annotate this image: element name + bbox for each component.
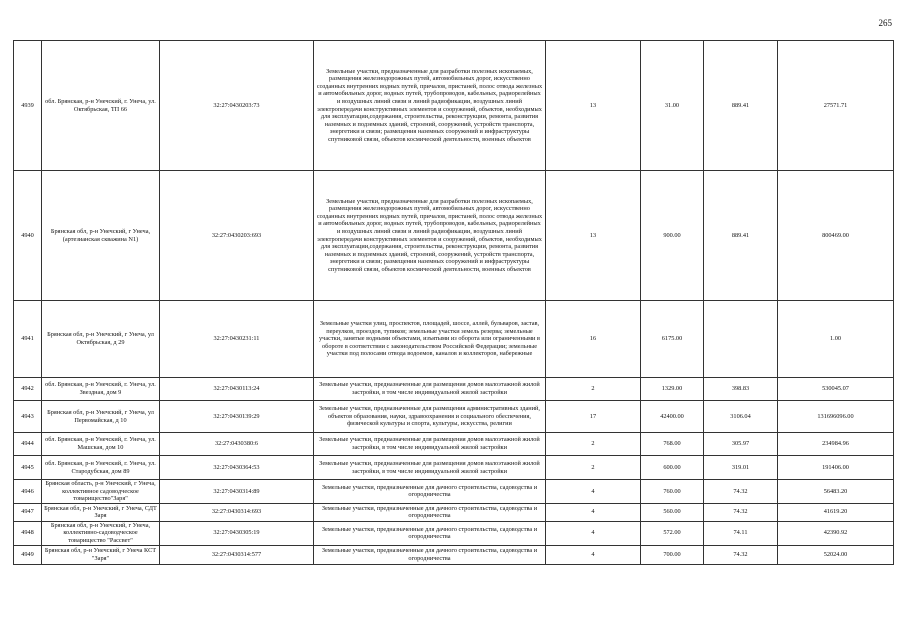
table-row bbox=[14, 301, 894, 378]
cadastral-number-cell: 32:27:0430314:693 bbox=[160, 503, 314, 521]
record-number: 4939 bbox=[14, 41, 42, 171]
cadastral-number-cell: 32:27:0430203:73 bbox=[160, 41, 314, 171]
land-use-cell: Земельные участки, предназначенные для размещения домов малоэтажной жилой застройки, в том числе индивидуальной жилой застройки bbox=[314, 456, 546, 480]
cadastral-number-cell: 32:27:0430314:89 bbox=[160, 480, 314, 504]
land-use-cell: Земельные участки, предназначенные для дачного строительства, садоводства и огородничества bbox=[314, 545, 546, 564]
record-number: 4943 bbox=[14, 401, 42, 433]
record-number: 4941 bbox=[14, 301, 42, 378]
table-row bbox=[14, 378, 894, 401]
rate-cell: 74.11 bbox=[704, 521, 778, 545]
record-number: 4945 bbox=[14, 456, 42, 480]
table-row bbox=[14, 401, 894, 433]
area-cell: 42400.00 bbox=[641, 401, 704, 433]
area-cell: 768.00 bbox=[641, 433, 704, 456]
area-cell: 600.00 bbox=[641, 456, 704, 480]
address-cell: обл. Брянская, р-н Унечский, г. Унеча, ул. Октябрьская, ТП 66 bbox=[42, 41, 160, 171]
registry-body bbox=[14, 41, 894, 565]
land-use-cell: Земельные участки, предназначенные для размещения домов малоэтажной жилой застройки, в том числе индивидуальной жилой застройки bbox=[314, 433, 546, 456]
category-code-cell: 13 bbox=[546, 41, 641, 171]
cadastral-value-cell: 42390.92 bbox=[778, 521, 894, 545]
record-number: 4949 bbox=[14, 545, 42, 564]
land-use-cell: Земельные участки, предназначенные для дачного строительства, садоводства и огородничества bbox=[314, 503, 546, 521]
rate-cell: 305.97 bbox=[704, 433, 778, 456]
address-cell: Брянская область, р-н Унечский, г Унеча, коллективное садоводческое товарищество"Заря" bbox=[42, 480, 160, 504]
area-cell: 31.00 bbox=[641, 41, 704, 171]
cadastral-value-cell: 41619.20 bbox=[778, 503, 894, 521]
record-number: 4940 bbox=[14, 171, 42, 301]
cadastral-value-cell: 191406.00 bbox=[778, 456, 894, 480]
land-use-cell: Земельные участки, предназначенные для размещения административных зданий, объектов образования, науки, здравоохранения и социального обеспечения, физической культуры и спорта, культуры, искусства, религии bbox=[314, 401, 546, 433]
address-cell: Брянская обл, р-н Унечский, г Унеча, коллективно-садоводческое товарищество "Рассвет" bbox=[42, 521, 160, 545]
cadastral-value-cell: 234984.96 bbox=[778, 433, 894, 456]
table-row bbox=[14, 171, 894, 301]
land-use-cell: Земельные участки, предназначенные для разработки полезных ископаемых, размещения железнодорожных путей, автомобильных дорог, искусственно созданных внутренних водных путей, причалов, пристаней, полос отвода железных и автомобильных дорог, водных путей, трубопроводов, кабельных, радиорелейных и воздушных линий связи и линий радиофикации, воздушных линий электропередачи конструктивных элементов и сооружений, объектов, необходимых для эксплуатации,содержания, строительства, реконструкции, ремонта, развития наземных и подземных зданий, строений, сооружений, устройств транспорта, энергетики и связи; размещения наземных сооружений и инфраструктуры спутниковой связи, объектов космической деятельности, военных объектов bbox=[314, 171, 546, 301]
rate-cell: 74.32 bbox=[704, 480, 778, 504]
table-row bbox=[14, 521, 894, 545]
cadastral-value-cell: 800469.00 bbox=[778, 171, 894, 301]
land-registry-table bbox=[13, 40, 894, 565]
cadastral-value-cell: 52024.00 bbox=[778, 545, 894, 564]
category-code-cell: 2 bbox=[546, 433, 641, 456]
address-cell: обл. Брянская, р-н Унечский, г. Унеча, ул. Стародубская, дом 89 bbox=[42, 456, 160, 480]
cadastral-value-cell: 1.00 bbox=[778, 301, 894, 378]
land-use-cell: Земельные участки, предназначенные для дачного строительства, садоводства и огородничества bbox=[314, 480, 546, 504]
rate-cell: 74.32 bbox=[704, 545, 778, 564]
address-cell: Брянская обл, р-н Унечский, г Унеча, ул Первомайская, д 10 bbox=[42, 401, 160, 433]
area-cell: 900.00 bbox=[641, 171, 704, 301]
area-cell: 1329.00 bbox=[641, 378, 704, 401]
category-code-cell: 4 bbox=[546, 503, 641, 521]
rate-cell: 398.83 bbox=[704, 378, 778, 401]
address-cell: Брянская обл, р-н Унечский, г Унеча, СДТ Заря bbox=[42, 503, 160, 521]
category-code-cell: 2 bbox=[546, 456, 641, 480]
cadastral-value-cell: 27571.71 bbox=[778, 41, 894, 171]
category-code-cell: 4 bbox=[546, 521, 641, 545]
land-use-cell: Земельные участки, предназначенные для дачного строительства, садоводства и огородничества bbox=[314, 521, 546, 545]
cadastral-number-cell: 32:27:0430113:24 bbox=[160, 378, 314, 401]
area-cell: 760.00 bbox=[641, 480, 704, 504]
record-number: 4942 bbox=[14, 378, 42, 401]
cadastral-number-cell: 32:27:0430203:693 bbox=[160, 171, 314, 301]
cadastral-number-cell: 32:27:0430305:19 bbox=[160, 521, 314, 545]
table-row bbox=[14, 503, 894, 521]
area-cell: 700.00 bbox=[641, 545, 704, 564]
cadastral-value-cell: 530045.07 bbox=[778, 378, 894, 401]
rate-cell: 74.32 bbox=[704, 503, 778, 521]
cadastral-value-cell: 56483.20 bbox=[778, 480, 894, 504]
table-row bbox=[14, 41, 894, 171]
area-cell: 560.00 bbox=[641, 503, 704, 521]
record-number: 4948 bbox=[14, 521, 42, 545]
land-use-cell: Земельные участки, предназначенные для разработки полезных ископаемых, размещения железнодорожных путей, автомобильных дорог, искусственно созданных внутренних водных путей, причалов, пристаней, полос отвода железных и автомобильных дорог, водных путей, трубопроводов, кабельных, радиорелейных и воздушных линий связи и линий радиофикации, воздушных линий электропередачи конструктивных элементов и сооружений, объектов, необходимых для эксплуатации,содержания, строительства, реконструкции, ремонта, развития наземных и подземных зданий, строений, сооружений, устройств транспорта, энергетики и связи; размещения наземных сооружений и инфраструктуры спутниковой связи, объектов космической деятельности, военных объектов bbox=[314, 41, 546, 171]
address-cell: Брянская обл, р-н Унечский, г Унеча, ул Октябрьская, д 29 bbox=[42, 301, 160, 378]
rate-cell: 3106.04 bbox=[704, 401, 778, 433]
record-number: 4946 bbox=[14, 480, 42, 504]
category-code-cell: 4 bbox=[546, 480, 641, 504]
rate-cell: 889.41 bbox=[704, 171, 778, 301]
cadastral-number-cell: 32:27:0430231:11 bbox=[160, 301, 314, 378]
rate-cell: 319.01 bbox=[704, 456, 778, 480]
category-code-cell: 4 bbox=[546, 545, 641, 564]
table-row bbox=[14, 480, 894, 504]
address-cell: обл. Брянская, р-н Унечский, г. Унеча, ул. Машская, дом 10 bbox=[42, 433, 160, 456]
table-row bbox=[14, 456, 894, 480]
cadastral-number-cell: 32:27:0430139:29 bbox=[160, 401, 314, 433]
address-cell: обл. Брянская, р-н Унечский, г. Унеча, ул. Звездная, дом 9 bbox=[42, 378, 160, 401]
cadastral-number-cell: 32:27:0430314:577 bbox=[160, 545, 314, 564]
category-code-cell: 17 bbox=[546, 401, 641, 433]
rate-cell bbox=[704, 301, 778, 378]
table-row bbox=[14, 545, 894, 564]
address-cell: Брянская обл, р-н Унечский, г Унеча, (артезианская скважина N1) bbox=[42, 171, 160, 301]
address-cell: Брянская обл, р-н Унечский, г Унеча КСТ "Заря" bbox=[42, 545, 160, 564]
land-use-cell: Земельные участки улиц, проспектов, площадей, шоссе, аллей, бульваров, застав, переулков, проездов, тупиков; земельные участки земель резерва; земельные участки, занятые водными объектами, изъятыми из оборота или ограниченными в обороте в соответствии с законодательством Российской Федерации; земельные участки под полосами отвода водоемов, каналов и коллекторов, набережные bbox=[314, 301, 546, 378]
rate-cell: 889.41 bbox=[704, 41, 778, 171]
category-code-cell: 13 bbox=[546, 171, 641, 301]
page-number: 265 bbox=[878, 18, 892, 28]
record-number: 4944 bbox=[14, 433, 42, 456]
area-cell: 6175.00 bbox=[641, 301, 704, 378]
category-code-cell: 2 bbox=[546, 378, 641, 401]
area-cell: 572.00 bbox=[641, 521, 704, 545]
cadastral-number-cell: 32:27:0430380:6 bbox=[160, 433, 314, 456]
cadastral-value-cell: 131696096.00 bbox=[778, 401, 894, 433]
cadastral-number-cell: 32:27:0430364:53 bbox=[160, 456, 314, 480]
record-number: 4947 bbox=[14, 503, 42, 521]
table-row bbox=[14, 433, 894, 456]
land-use-cell: Земельные участки, предназначенные для размещения домов малоэтажной жилой застройки, в том числе индивидуальной жилой застройки bbox=[314, 378, 546, 401]
category-code-cell: 16 bbox=[546, 301, 641, 378]
